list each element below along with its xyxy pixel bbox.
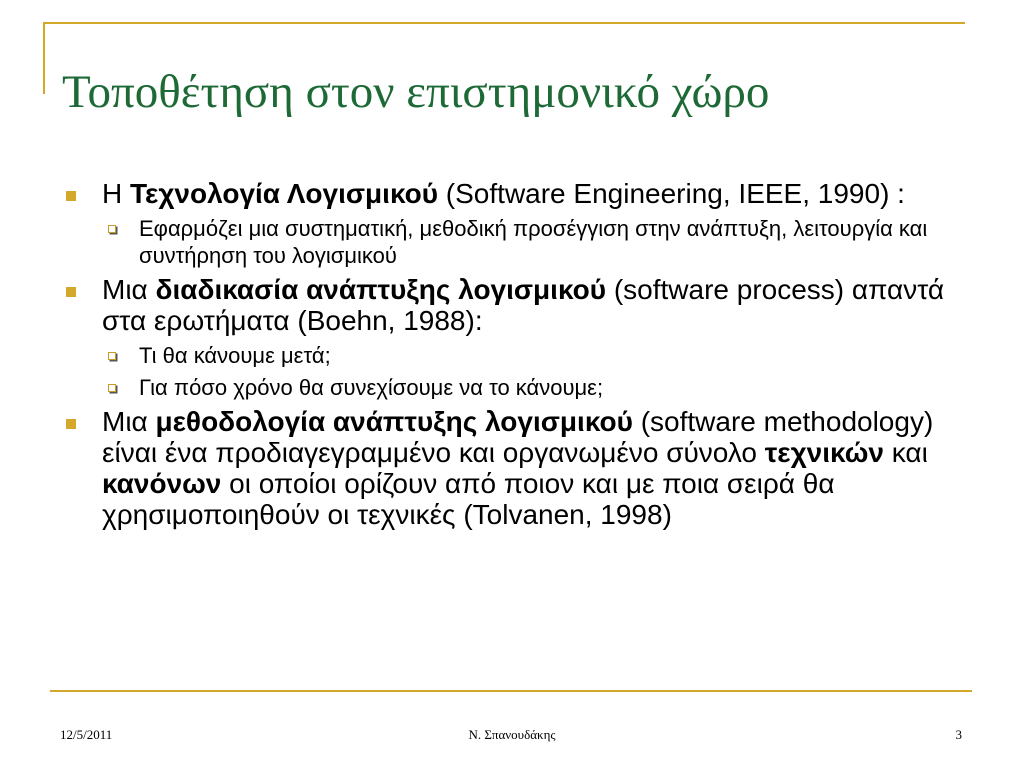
slide-title: Τοποθέτηση στον επιστημονικό χώρο xyxy=(62,66,770,118)
bullet-text-bold: τεχνικών xyxy=(764,437,884,468)
bullet-text-bold: Τεχνολογία Λογισμικού xyxy=(130,178,439,209)
hollow-square-bullet-icon xyxy=(108,225,116,233)
hollow-square-bullet-icon xyxy=(108,352,116,360)
square-bullet-icon xyxy=(66,419,76,429)
square-bullet-icon xyxy=(66,191,76,201)
bullet-text: οι οποίοι ορίζουν από ποιον και με ποια σειρά θα χρησιμοποιηθούν οι τεχνικές (Tolvanen, 1998) xyxy=(102,468,835,530)
bullet-text: Η xyxy=(102,178,130,209)
bullet-text-bold: κανόνων xyxy=(102,468,222,499)
bullet-text: Μια xyxy=(102,406,156,437)
bullet-text: Μια xyxy=(102,274,156,305)
hollow-square-bullet-icon xyxy=(108,384,116,392)
square-bullet-icon xyxy=(66,287,76,297)
sub-bullet-text: Τι θα κάνουμε μετά; xyxy=(139,343,331,368)
frame-line-left xyxy=(43,22,45,94)
bullet-text: (software process) απαντά στα ερωτήματα (Boehn, 1988): xyxy=(102,274,945,336)
sub-bullet-item xyxy=(62,215,962,269)
bullet-item xyxy=(62,178,962,209)
sub-bullet-text: Για πόσο χρόνο θα συνεχίσουμε να το κάνουμε; xyxy=(139,375,604,400)
bullet-text: (Software Engineering, IEEE, 1990) : xyxy=(438,178,905,209)
bullet-text-bold: διαδικασία ανάπτυξης λογισμικού xyxy=(155,274,607,305)
bullet-item xyxy=(62,274,962,336)
sub-bullet-text: Εφαρμόζει μια συστηματική, μεθοδική προσέγγιση στην ανάπτυξη, λειτουργία και συντήρηση του λογισμικού xyxy=(139,216,928,268)
bullet-item xyxy=(62,406,962,530)
frame-line-bottom xyxy=(50,690,972,692)
frame-line-top xyxy=(43,22,965,24)
footer-page-number: 3 xyxy=(955,727,962,742)
bullet-text-bold: μεθοδολογία ανάπτυξης λογισμικού xyxy=(155,406,633,437)
footer-date: 12/5/2011 xyxy=(60,727,113,742)
sub-bullet-item xyxy=(62,342,962,369)
sub-bullet-item xyxy=(62,374,962,401)
bullet-list xyxy=(62,178,962,536)
footer-author: Ν. Σπανουδάκης xyxy=(468,727,556,742)
bullet-text: (software methodology) είναι ένα προδιαγεγραμμένο και οργανωμένο σύνολο xyxy=(102,406,934,468)
bullet-text: και xyxy=(883,437,928,468)
